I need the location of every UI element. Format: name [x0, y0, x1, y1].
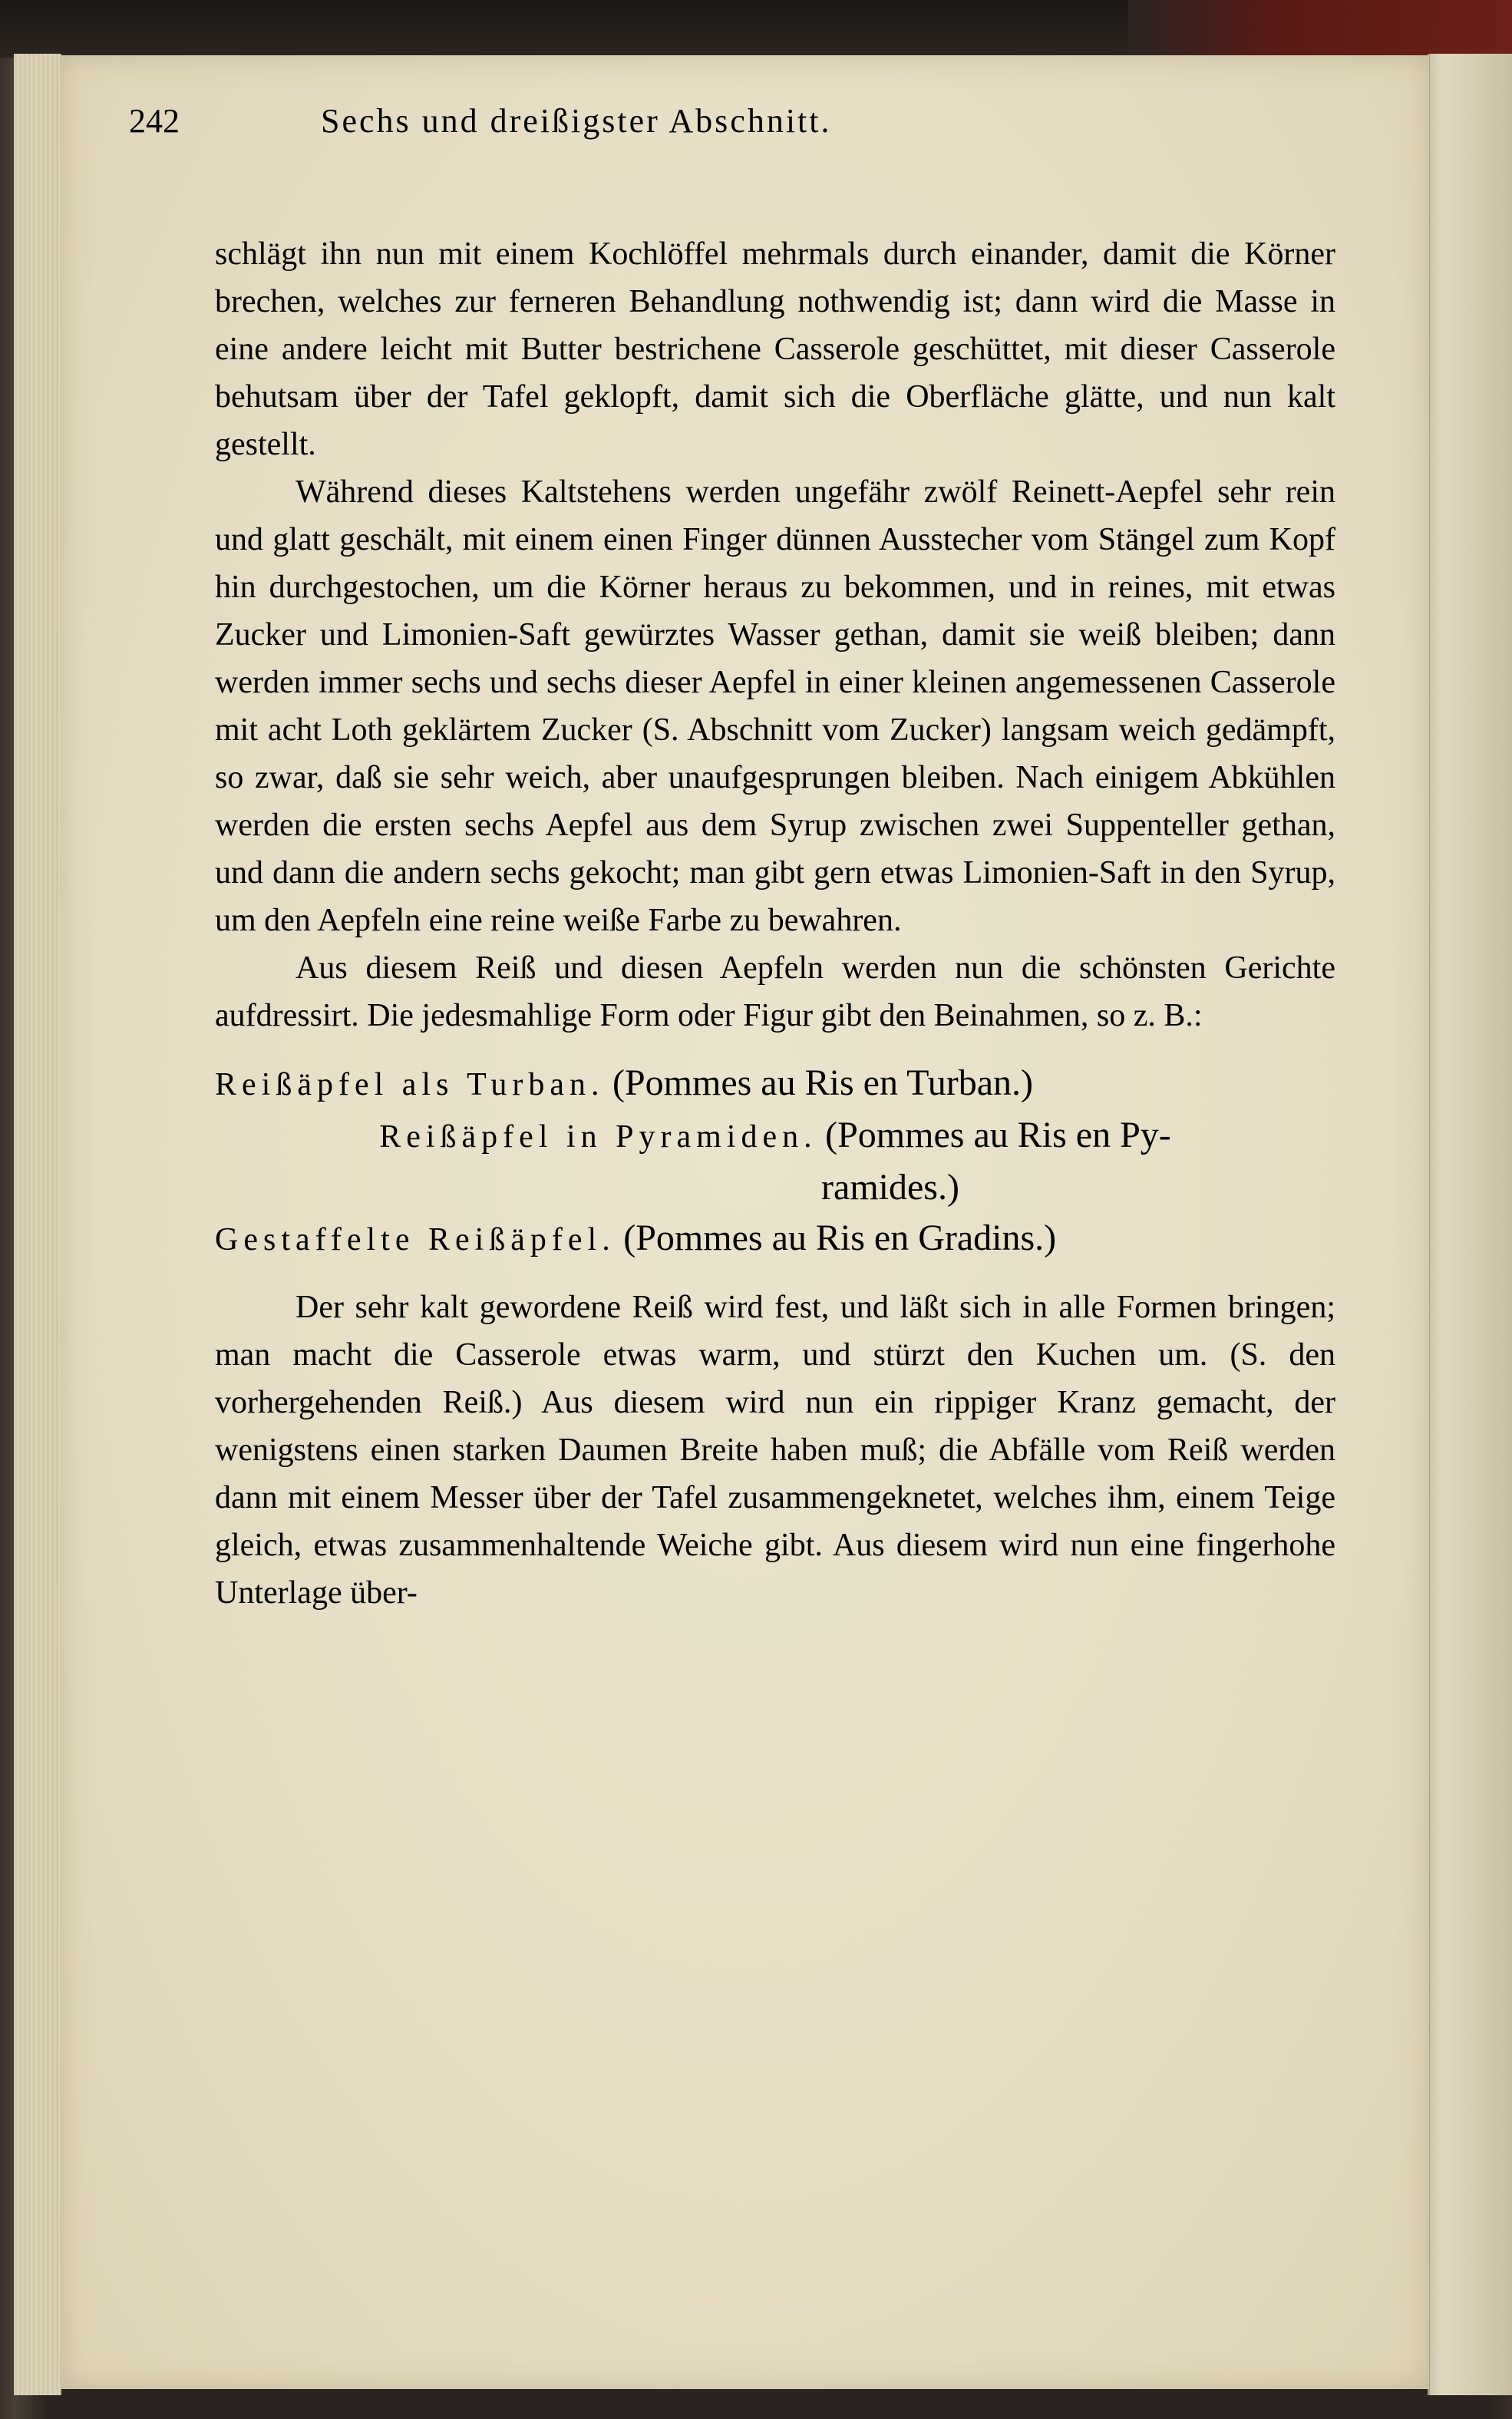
dish-name: Gestaffelte Reißäpfel.: [215, 1222, 616, 1257]
dish-entry-gradins: [215, 1213, 1335, 1265]
closing-paragraph: Der sehr kalt gewordene Reiß wird fest, und läßt sich in alle Formen bringen; man macht die Casserole etwas warm, und stürzt den Kuchen um. (S. den vorhergehenden Reiß.) Aus diesem wird nun ein rippiger Kranz gemacht, der wenigstens einen starken Daumen Breite haben muß; die Abfälle vom Reiß werden dann mit einem Messer über der Tafel zusammengeknetet, welches ihm, einem Teige gleich, etwas zusammenhaltende Weiche gibt. Aus diesem wird nun eine fingerhohe Unterlage über-: [215, 1290, 1335, 1611]
dish-name: Reißäpfel als Turban.: [215, 1067, 605, 1102]
left-page-stack: [14, 54, 61, 2395]
spacer: [215, 1039, 1335, 1058]
dish-french-name: (Pommes au Ris en Turban.): [612, 1062, 1033, 1103]
dish-french-name: (Pommes au Ris en Gradins.): [623, 1218, 1057, 1258]
paragraph-2: Während dieses Kaltstehens werden ungefähr zwölf Reinett-Aepfel sehr rein und glatt geschält, mit einem einen Finger dünnen Ausstecher vom Stängel zum Kopf hin durchgestochen, um die Körner heraus zu bekommen, und in reines, mit etwas Zucker und Limonien-Saft gewürztes Wasser gethan, damit sie weiß bleiben; dann werden immer sechs und sechs dieser Aepfel in einer kleinen angemessenen Casserole mit acht Loth geklärtem Zucker (S. Abschnitt vom Zucker) langsam weich gedämpft, so zwar, daß sie sehr weich, aber unaufgesprungen bleiben. Nach einigem Abkühlen werden die ersten sechs Aepfel aus dem Syrup zwischen zwei Suppenteller gethan, und dann die andern sechs gekocht; man gibt gern etwas Limonien-Saft in den Syrup, um den Aepfeln eine reine weiße Farbe zu bewahren.: [215, 474, 1335, 938]
running-head: Sechs und dreißigster Abschnitt.: [321, 102, 832, 140]
page-number: 242: [129, 102, 180, 140]
dish-french-name: (Pommes au Ris en Py-: [825, 1115, 1171, 1155]
right-page-stack: [1428, 54, 1512, 2395]
dish-french-continuation: ramides.): [821, 1167, 959, 1208]
paragraph-3: Aus diesem Reiß und diesen Aepfeln werden nun die schönsten Gerichte aufdressirt. Die jedesmahlige Form oder Figur gibt den Beinahmen, so z. B.:: [215, 950, 1335, 1033]
paragraph-1: schlägt ihn nun mit einem Kochlöffel mehrmals durch einander, damit die Körner brechen, welches zur ferneren Behandlung nothwendig ist; dann wird die Masse in eine andere leicht mit Butter bestrichene Casserole geschüttet, mit dieser Casserole behutsam über der Tafel geklopft, damit sich die Oberfläche glätte, und nun kalt gestellt.: [215, 236, 1335, 462]
book-spine: [1128, 0, 1512, 58]
dish-entry-turban: [215, 1058, 1335, 1110]
spacer: [215, 1265, 1335, 1284]
dish-entry-pyramids: [215, 1110, 1335, 1213]
dish-name: Reißäpfel in Pyramiden.: [379, 1119, 817, 1155]
page-body: [215, 230, 1335, 1617]
